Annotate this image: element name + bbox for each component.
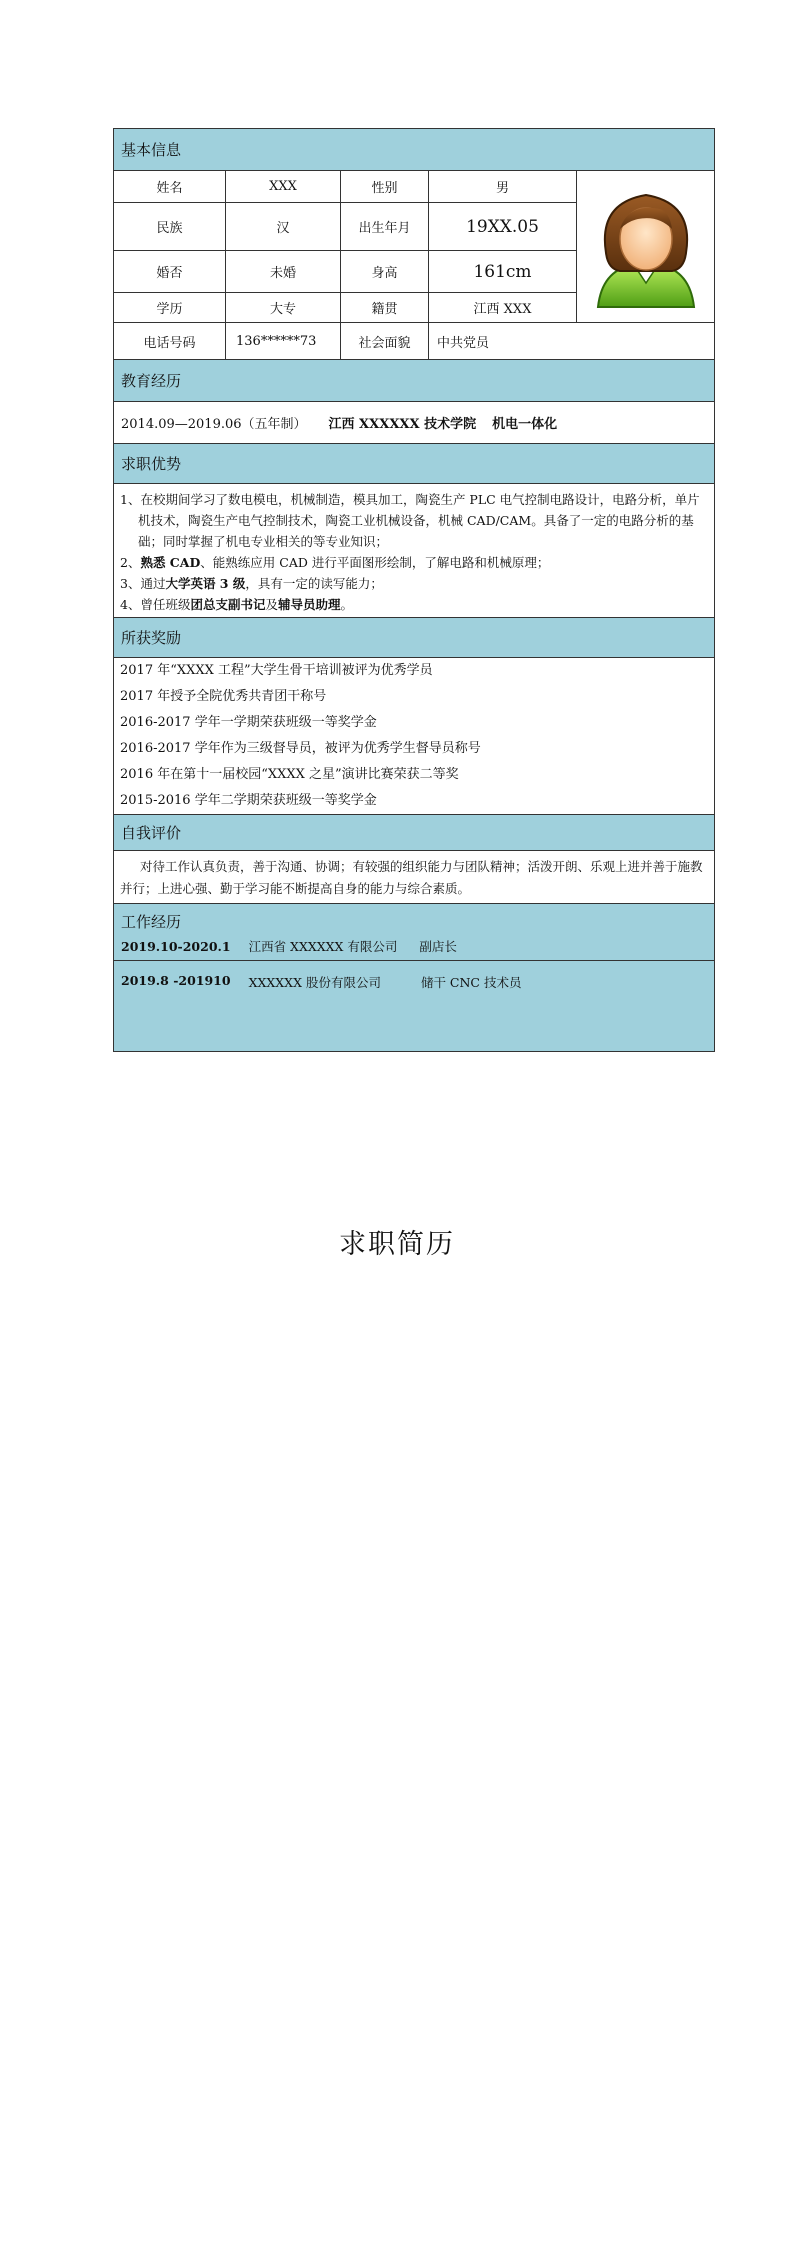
education-major: 机电一体化: [492, 417, 558, 432]
award-item: 2016-2017 学年作为三级督导员，被评为优秀学生督导员称号: [120, 741, 481, 756]
section-header-self-eval: [114, 815, 714, 851]
political-label: 社会面貌: [341, 323, 429, 359]
awards-list: [114, 658, 714, 815]
phone-value: 136******73: [226, 323, 341, 359]
work-entry: [114, 932, 714, 961]
section-title-work: 工作经历: [121, 913, 182, 931]
name-label: 姓名: [114, 171, 226, 203]
marital-value: 未婚: [226, 251, 341, 293]
education-label: 学历: [114, 293, 226, 323]
self-evaluation-text: 对待工作认真负责，善于沟通、协调；有较强的组织能力与团队精神；活泼开朗、乐观上进并善于施教并行；上进心强、勤于学习能不断提高自身的能力与综合素质。: [114, 851, 714, 904]
award-item: 2016-2017 学年一学期荣获班级一等奖学金: [120, 715, 377, 730]
section-title-self-eval: 自我评价: [121, 824, 182, 842]
education-school: 江西 XXXXXX 技术学院: [328, 417, 477, 432]
basic-info-grid: [114, 171, 714, 360]
section-title-awards: 所获奖励: [121, 629, 182, 647]
education-value: 大专: [226, 293, 341, 323]
birth-value: 19XX.05: [429, 203, 577, 251]
section-header-awards: [114, 618, 714, 658]
photo-cell: [577, 171, 714, 323]
phone-label: 电话号码: [114, 323, 226, 359]
work-company: 江西省 XXXXXX 有限公司: [248, 939, 398, 954]
gender-value: 男: [429, 171, 577, 203]
work-role: 储干 CNC 技术员: [420, 975, 522, 990]
origin-label: 籍贯: [341, 293, 429, 323]
advantage-item: 4、曾任班级团总支副书记及辅导员助理。: [120, 597, 354, 612]
section-header-basic-info: [114, 129, 714, 171]
political-value: 中共党员: [437, 335, 490, 351]
advantages-list: [114, 484, 714, 618]
advantage-item: 3、通过大学英语 3 级，具有一定的读写能力；: [120, 576, 383, 591]
marital-label: 婚否: [114, 251, 226, 293]
award-item: 2015-2016 学年二学期荣获班级一等奖学金: [120, 793, 377, 808]
advantage-item: 1、在校期间学习了数电模电，机械制造，模具加工，陶瓷生产 PLC 电气控制电路设计，电路分析，单片机技术，陶瓷生产电气控制技术，陶瓷工业机械设备，机械 CAD/CAM。具备了一定的电路分析的基础；同时掌握了机电专业相关的等专业知识；: [120, 492, 700, 549]
resume-table: [113, 128, 715, 1052]
advantage-item: 2、熟悉 CAD、能熟练应用 CAD 进行平面图形绘制，了解电路和机械原理；: [120, 555, 550, 570]
document-title: 求职简历: [339, 1229, 455, 1260]
height-value: 161cm: [429, 251, 577, 293]
ethnicity-value: 汉: [226, 203, 341, 251]
work-entry: [114, 961, 714, 1051]
work-experience-block: [114, 904, 714, 1051]
height-label: 身高: [341, 251, 429, 293]
award-item: 2016 年在第十一届校园“XXXX 之星”演讲比赛荣获二等奖: [120, 767, 459, 782]
section-title-advantages: 求职优势: [121, 455, 182, 473]
education-period: 2014.09—2019.06（五年制）: [121, 417, 307, 432]
work-date: 2019.10-2020.1: [121, 938, 231, 954]
work-date: 2019.8 -201910: [121, 973, 231, 988]
origin-value: 江西 XXX: [429, 293, 577, 323]
award-item: 2017 年“XXXX 工程”大学生骨干培训被评为优秀学员: [120, 663, 433, 678]
award-item: 2017 年授予全院优秀共青团干称号: [120, 689, 327, 704]
work-company: XXXXXX 股份有限公司: [248, 975, 381, 990]
name-value: XXX: [226, 171, 341, 203]
work-role: 副店长: [419, 939, 457, 954]
person-avatar-icon: [588, 183, 704, 311]
gender-label: 性别: [341, 171, 429, 203]
section-header-education: [114, 360, 714, 402]
birth-label: 出生年月: [341, 203, 429, 251]
section-title-education: 教育经历: [121, 372, 182, 390]
education-entry: [114, 402, 714, 444]
section-header-advantages: [114, 444, 714, 484]
section-title-basic-info: 基本信息: [121, 141, 182, 159]
ethnicity-label: 民族: [114, 203, 226, 251]
